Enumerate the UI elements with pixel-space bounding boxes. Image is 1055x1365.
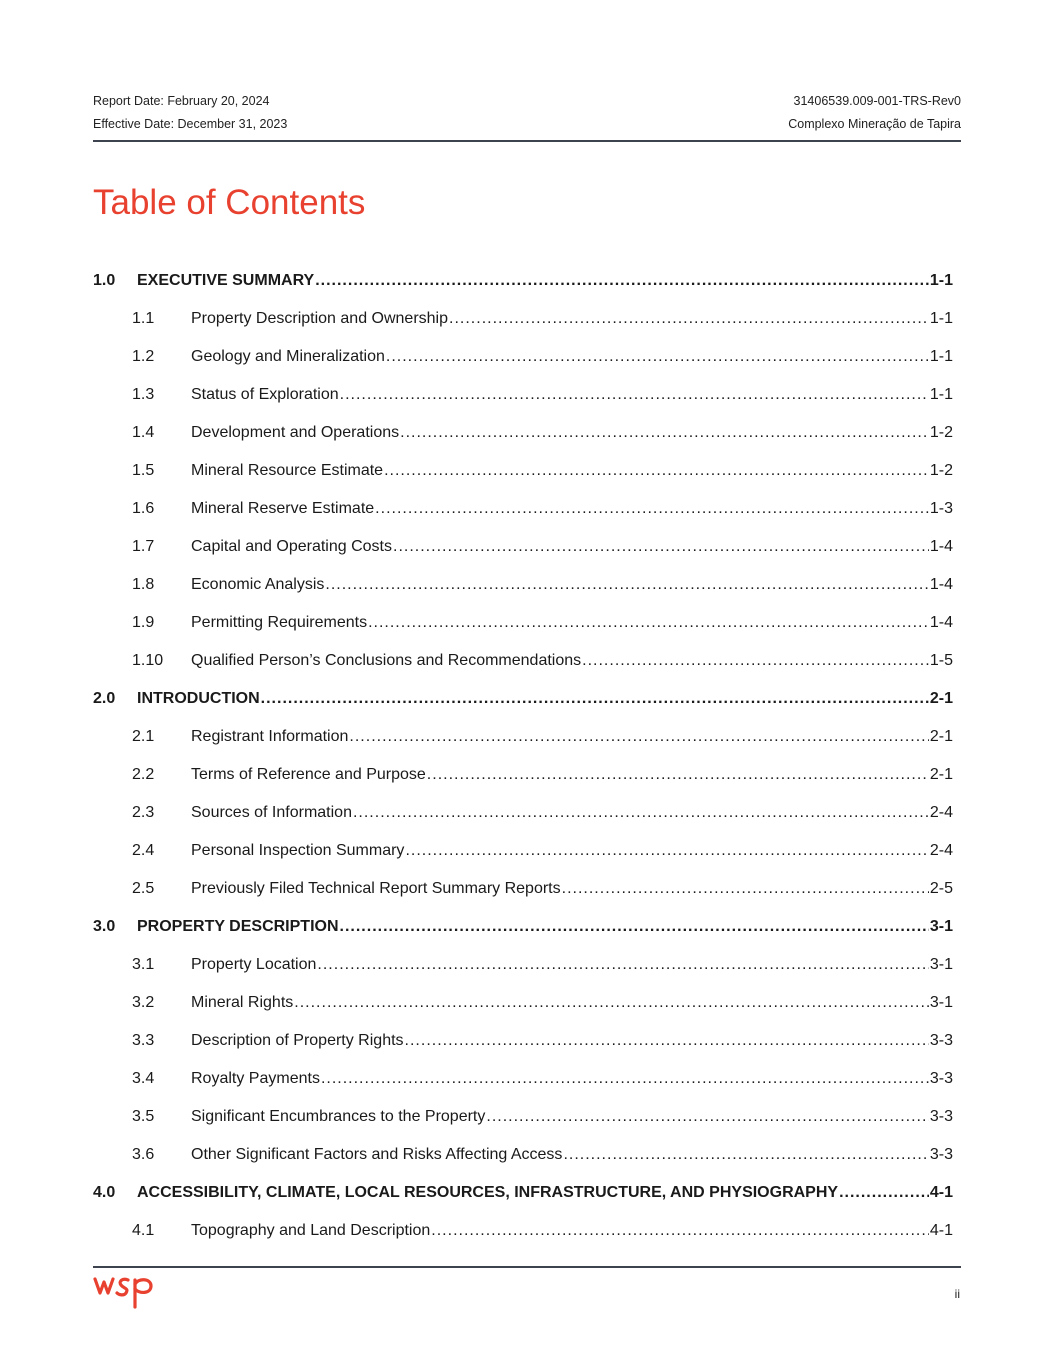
toc-entry-page: 3-1 [929, 918, 953, 935]
page-title: Table of Contents [93, 183, 366, 222]
toc-dot-leader [325, 576, 928, 594]
toc-dot-leader [427, 766, 929, 784]
toc-dot-leader [375, 500, 929, 518]
toc-entry-page: 3-1 [929, 956, 953, 973]
toc-section-entry[interactable] [93, 1174, 953, 1212]
toc-subsection-entry[interactable] [93, 794, 953, 832]
toc-dot-leader [486, 1108, 929, 1126]
toc-subsection-entry[interactable] [93, 376, 953, 414]
toc-dot-leader [562, 880, 929, 898]
toc-subsection-entry[interactable] [93, 1060, 953, 1098]
toc-entry-number: 1.6 [132, 500, 155, 517]
toc-entry-title: Mineral Reserve Estimate [191, 500, 375, 517]
toc-subsection-entry[interactable] [93, 946, 953, 984]
toc-subsection-entry[interactable] [93, 300, 953, 338]
project-name: Complexo Mineração de Tapira [788, 117, 961, 131]
toc-entry-page: 3-3 [929, 1146, 953, 1163]
toc-entry-number: 3.4 [132, 1070, 155, 1087]
toc-subsection-entry[interactable] [93, 528, 953, 566]
document-number: 31406539.009-001-TRS-Rev0 [793, 94, 961, 108]
toc-entry-title: Development and Operations [191, 424, 400, 441]
toc-entry-title: Permitting Requirements [191, 614, 368, 631]
toc-entry-title: Capital and Operating Costs [191, 538, 392, 555]
toc-dot-leader [393, 538, 929, 556]
toc-entry-title: Mineral Resource Estimate [191, 462, 384, 479]
toc-entry-title: Description of Property Rights [191, 1032, 404, 1049]
toc-entry-page: 3-3 [929, 1108, 953, 1125]
toc-entry-page: 3-3 [929, 1070, 953, 1087]
toc-subsection-entry[interactable] [93, 490, 953, 528]
wsp-logo [93, 1273, 157, 1309]
toc-section-entry[interactable] [93, 262, 953, 300]
toc-entry-title: Mineral Rights [191, 994, 294, 1011]
toc-dot-leader [384, 462, 929, 480]
toc-entry-number: 2.1 [132, 728, 155, 745]
toc-entry-number: 3.0 [93, 918, 116, 935]
toc-entry-title: Qualified Person’s Conclusions and Recommendations [191, 652, 582, 669]
toc-entry-number: 1.5 [132, 462, 155, 479]
page-header [93, 92, 961, 138]
toc-entry-number: 1.1 [132, 310, 155, 327]
toc-subsection-entry[interactable] [93, 338, 953, 376]
toc-entry-number: 1.7 [132, 538, 155, 555]
toc-subsection-entry[interactable] [93, 756, 953, 794]
page-number: ii [954, 1287, 960, 1301]
toc-dot-leader [353, 804, 929, 822]
toc-dot-leader [405, 842, 928, 860]
toc-dot-leader [261, 690, 929, 708]
toc-entry-page: 1-4 [929, 538, 953, 555]
toc-dot-leader [321, 1070, 929, 1088]
toc-entry-number: 1.4 [132, 424, 155, 441]
toc-entry-page: 1-1 [929, 386, 953, 403]
toc-entry-number: 1.0 [93, 272, 116, 289]
toc-dot-leader [315, 272, 929, 290]
toc-entry-page: 2-1 [929, 690, 953, 707]
toc-section-entry[interactable] [93, 680, 953, 718]
toc-entry-title: Previously Filed Technical Report Summary Reports [191, 880, 561, 897]
toc-subsection-entry[interactable] [93, 1136, 953, 1174]
toc-subsection-entry[interactable] [93, 832, 953, 870]
toc-entry-number: 1.2 [132, 348, 155, 365]
toc-entry-number: 4.0 [93, 1184, 116, 1201]
toc-entry-page: 3-3 [929, 1032, 953, 1049]
toc-entry-number: 1.8 [132, 576, 155, 593]
toc-entry-page: 4-1 [929, 1184, 953, 1201]
toc-entry-title: EXECUTIVE SUMMARY [137, 272, 315, 289]
toc-entry-number: 1.10 [132, 652, 164, 669]
toc-entry-page: 1-5 [929, 652, 953, 669]
toc-entry-page: 1-3 [929, 500, 953, 517]
toc-entry-page: 2-4 [929, 804, 953, 821]
toc-entry-title: Sources of Information [191, 804, 352, 821]
toc-entry-page: 1-2 [929, 462, 953, 479]
table-of-contents [93, 262, 953, 1250]
toc-entry-number: 3.5 [132, 1108, 155, 1125]
toc-dot-leader [582, 652, 929, 670]
effective-date: Effective Date: December 31, 2023 [93, 117, 288, 131]
toc-entry-page: 1-4 [929, 576, 953, 593]
toc-subsection-entry[interactable] [93, 414, 953, 452]
toc-dot-leader [405, 1032, 929, 1050]
toc-entry-page: 2-1 [929, 728, 953, 745]
toc-subsection-entry[interactable] [93, 1212, 953, 1250]
toc-entry-page: 1-1 [929, 272, 953, 289]
toc-entry-page: 4-1 [929, 1222, 953, 1239]
toc-entry-number: 4.1 [132, 1222, 155, 1239]
toc-dot-leader [839, 1184, 929, 1202]
toc-subsection-entry[interactable] [93, 870, 953, 908]
toc-entry-number: 2.3 [132, 804, 155, 821]
toc-entry-number: 3.3 [132, 1032, 155, 1049]
header-divider [93, 140, 961, 142]
toc-entry-page: 3-1 [929, 994, 953, 1011]
toc-subsection-entry[interactable] [93, 604, 953, 642]
toc-section-entry[interactable] [93, 908, 953, 946]
toc-entry-page: 1-2 [929, 424, 953, 441]
toc-entry-number: 3.2 [132, 994, 155, 1011]
toc-entry-page: 1-1 [929, 348, 953, 365]
toc-dot-leader [317, 956, 928, 974]
toc-entry-title: Geology and Mineralization [191, 348, 385, 365]
toc-subsection-entry[interactable] [93, 452, 953, 490]
toc-entry-title: Status of Exploration [191, 386, 339, 403]
toc-dot-leader [431, 1222, 929, 1240]
toc-entry-page: 2-1 [929, 766, 953, 783]
toc-entry-page: 1-4 [929, 614, 953, 631]
toc-entry-page: 2-5 [929, 880, 953, 897]
toc-entry-number: 2.4 [132, 842, 155, 859]
toc-dot-leader [449, 310, 929, 328]
toc-dot-leader [340, 918, 929, 936]
header-row-1 [93, 92, 961, 115]
header-row-2 [93, 115, 961, 138]
toc-entry-title: Property Location [191, 956, 317, 973]
toc-entry-page: 1-1 [929, 310, 953, 327]
toc-entry-title: ACCESSIBILITY, CLIMATE, LOCAL RESOURCES, INFRASTRUCTURE, AND PHYSIOGRAPHY [137, 1184, 839, 1201]
toc-entry-number: 3.6 [132, 1146, 155, 1163]
toc-dot-leader [563, 1146, 928, 1164]
toc-entry-number: 2.5 [132, 880, 155, 897]
toc-dot-leader [368, 614, 929, 632]
toc-subsection-entry[interactable] [93, 984, 953, 1022]
toc-entry-title: PROPERTY DESCRIPTION [137, 918, 339, 935]
toc-subsection-entry[interactable] [93, 642, 953, 680]
toc-entry-title: Economic Analysis [191, 576, 325, 593]
footer-divider [93, 1266, 961, 1268]
toc-entry-number: 1.9 [132, 614, 155, 631]
toc-entry-title: INTRODUCTION [137, 690, 260, 707]
toc-subsection-entry[interactable] [93, 1098, 953, 1136]
toc-entry-page: 2-4 [929, 842, 953, 859]
toc-dot-leader [386, 348, 929, 366]
toc-dot-leader [340, 386, 929, 404]
toc-entry-title: Personal Inspection Summary [191, 842, 405, 859]
toc-entry-number: 1.3 [132, 386, 155, 403]
toc-entry-title: Terms of Reference and Purpose [191, 766, 426, 783]
toc-entry-title: Property Description and Ownership [191, 310, 449, 327]
toc-subsection-entry[interactable] [93, 566, 953, 604]
toc-subsection-entry[interactable] [93, 1022, 953, 1060]
toc-entry-title: Registrant Information [191, 728, 349, 745]
toc-entry-number: 2.2 [132, 766, 155, 783]
toc-dot-leader [349, 728, 928, 746]
toc-subsection-entry[interactable] [93, 718, 953, 756]
toc-dot-leader [294, 994, 929, 1012]
toc-dot-leader [400, 424, 929, 442]
toc-entry-title: Topography and Land Description [191, 1222, 431, 1239]
toc-entry-title: Royalty Payments [191, 1070, 320, 1087]
toc-entry-number: 3.1 [132, 956, 155, 973]
report-date: Report Date: February 20, 2024 [93, 94, 270, 108]
toc-entry-title: Significant Encumbrances to the Property [191, 1108, 486, 1125]
toc-entry-title: Other Significant Factors and Risks Affecting Access [191, 1146, 563, 1163]
toc-entry-number: 2.0 [93, 690, 116, 707]
